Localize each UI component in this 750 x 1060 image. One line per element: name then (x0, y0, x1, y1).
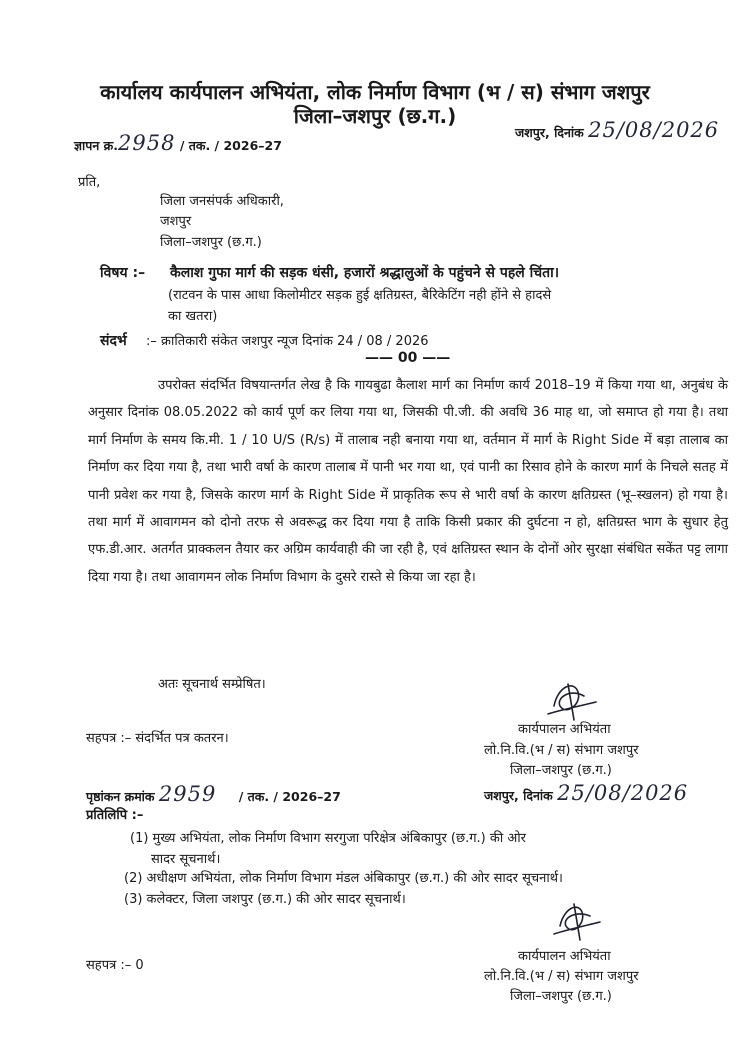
enclosure-1: सहपत्र :– संदर्भित पत्र कतरन। (86, 731, 229, 746)
signature-1-designation: कार्यपालन अभियंता (518, 722, 611, 737)
copy-item-1-cont: सादर सूचनार्थ। (151, 852, 221, 867)
district-title: जिला–जशपुर (छ.ग.) (293, 104, 457, 128)
endorsement-number-handwritten: 2959 (158, 782, 217, 806)
subject-line-1: कैलाश गुफा मार्ग की सड़क धंसी, हजारों श्रद्धालुओं के पहुंचने से पहले चिंता। (170, 265, 560, 281)
copy-label: प्रतिलिपि :– (86, 808, 144, 823)
recipient-line-1: जिला जनसंपर्क अधिकारी, (160, 194, 284, 209)
enclosure-2: सहपत्र :– 0 (86, 958, 144, 973)
office-title: कार्यालय कार्यपालन अभियंता, लोक निर्माण विभाग (भ / स) संभाग जशपुर (100, 80, 650, 104)
recipient-to: प्रति, (78, 175, 101, 190)
copy-item-1: (1) मुख्य अभियंता, लोक निर्माण विभाग सरगुजा परिक्षेत्र अंबिकापुर (छ.ग.) की ओर (130, 831, 526, 846)
signature-2-office: लो.नि.वि.(भ / स) संभाग जशपुर (484, 969, 639, 984)
endorsement-date-line (484, 781, 688, 805)
recipient-line-3: जिला–जशपुर (छ.ग.) (160, 235, 262, 250)
signature-2-mark (548, 898, 604, 946)
letter-number-suffix: / तक. / 2026–27 (179, 138, 282, 153)
letter-date-label: जशपुर, दिनांक (515, 125, 584, 140)
letter-date-handwritten: 25/08/2026 (588, 118, 720, 142)
endorsement-date-handwritten: 25/08/2026 (557, 781, 689, 805)
subject-line-3: का खतरा) (168, 309, 218, 324)
endorsement-number-suffix: / तक. / 2026–27 (238, 789, 341, 804)
letter-date-line (515, 118, 719, 142)
subject-label: विषय :– (100, 265, 146, 281)
reference-text: :– क्रातिकारी संकेत जशपुर न्यूज दिनांक 24 / 08 / 2026 (146, 334, 429, 349)
signature-2-district: जिला–जशपुर (छ.ग.) (510, 989, 612, 1004)
body-paragraph: उपरोक्त संदर्भित विषयान्तर्गत लेख है कि गायबुढा कैलाश मार्ग का निर्माण कार्य 2018–19 में किया गया था, अनुबंध के अनुसार दिनांक 08.05.2022 को कार्य पूर्ण कर लिया गया था, जिसकी पी.जी. की अवधि 36 माह था, जो समाप्त हो गया है। तथा मार्ग निर्माण के समय कि.मी. 1 / 10 U/S (R/s) में तालाब नही बनाया गया था, वर्तमान में मार्ग के Right Side में बड़ा तालाब का निर्माण कर दिया गया है, तथा भारी वर्षा के कारण तालाब में पानी भर गया था, एवं पानी का रिसाव होने के कारण मार्ग के निचले सतह में पानी प्रवेश कर गया है, जिसके कारण मार्ग के Right Side में प्राकृतिक रूप से भारी वर्षा के कारण क्षतिग्रस्त (भू–स्खलन) हो गया है। तथा मार्ग में आवागमन को दोनो तरफ से अवरूद्ध कर दिया गया है ताकि किसी प्रकार की दुर्घटना न हो, क्षतिग्रस्त भाग के सुधार हेतु एफ.डी.आर. अतर्गत प्राक्कलन तैयार कर अग्रिम कार्यवाही की जा रही है, एवं क्षतिग्रस्त स्थान के दोनों ओर सुरक्षा संबंधित सकेंत पट्ट लागा दिया गया है। तथा आवागमन लोक निर्माण विभाग के दुसरे रास्ते से किया जा रहा है। (88, 378, 728, 585)
endorsement-number-line (86, 782, 341, 806)
letter-number-handwritten: 2958 (118, 131, 176, 155)
recipient-line-2: जशपुर (160, 214, 192, 229)
letter-number-line (74, 131, 282, 155)
reference-label: संदर्भ (100, 333, 127, 349)
signature-2-designation: कार्यपालन अभियंता (518, 949, 611, 964)
letter-number-prefix: ज्ञापन क्र. (74, 138, 118, 153)
endorsement-date-label: जशपुर, दिनांक (484, 788, 553, 803)
endorsement-number-prefix: पृष्ठांकन क्रमांक (86, 789, 155, 804)
copy-item-2: (2) अधीक्षण अभियंता, लोक निर्माण विभाग मंडल अंबिकापुर (छ.ग.) की ओर सादर सूचनार्थ। (124, 871, 563, 886)
signature-1-office: लो.नि.वि.(भ / स) संभाग जशपुर (484, 743, 639, 758)
signature-1-district: जिला–जशपुर (छ.ग.) (510, 763, 612, 778)
closing-line: अतः सूचनार्थ सम्प्रेषित। (158, 677, 266, 692)
divider: —— 00 —— (365, 350, 451, 366)
copy-item-3: (3) कलेक्टर, जिला जशपुर (छ.ग.) की ओर सादर सूचनार्थ। (124, 892, 406, 907)
subject-line-2: (राटवन के पास आधा किलोमीटर सड़क हुई क्षतिग्रस्त, बैरिकेटिंग नही होंने से हादसे (168, 288, 552, 303)
